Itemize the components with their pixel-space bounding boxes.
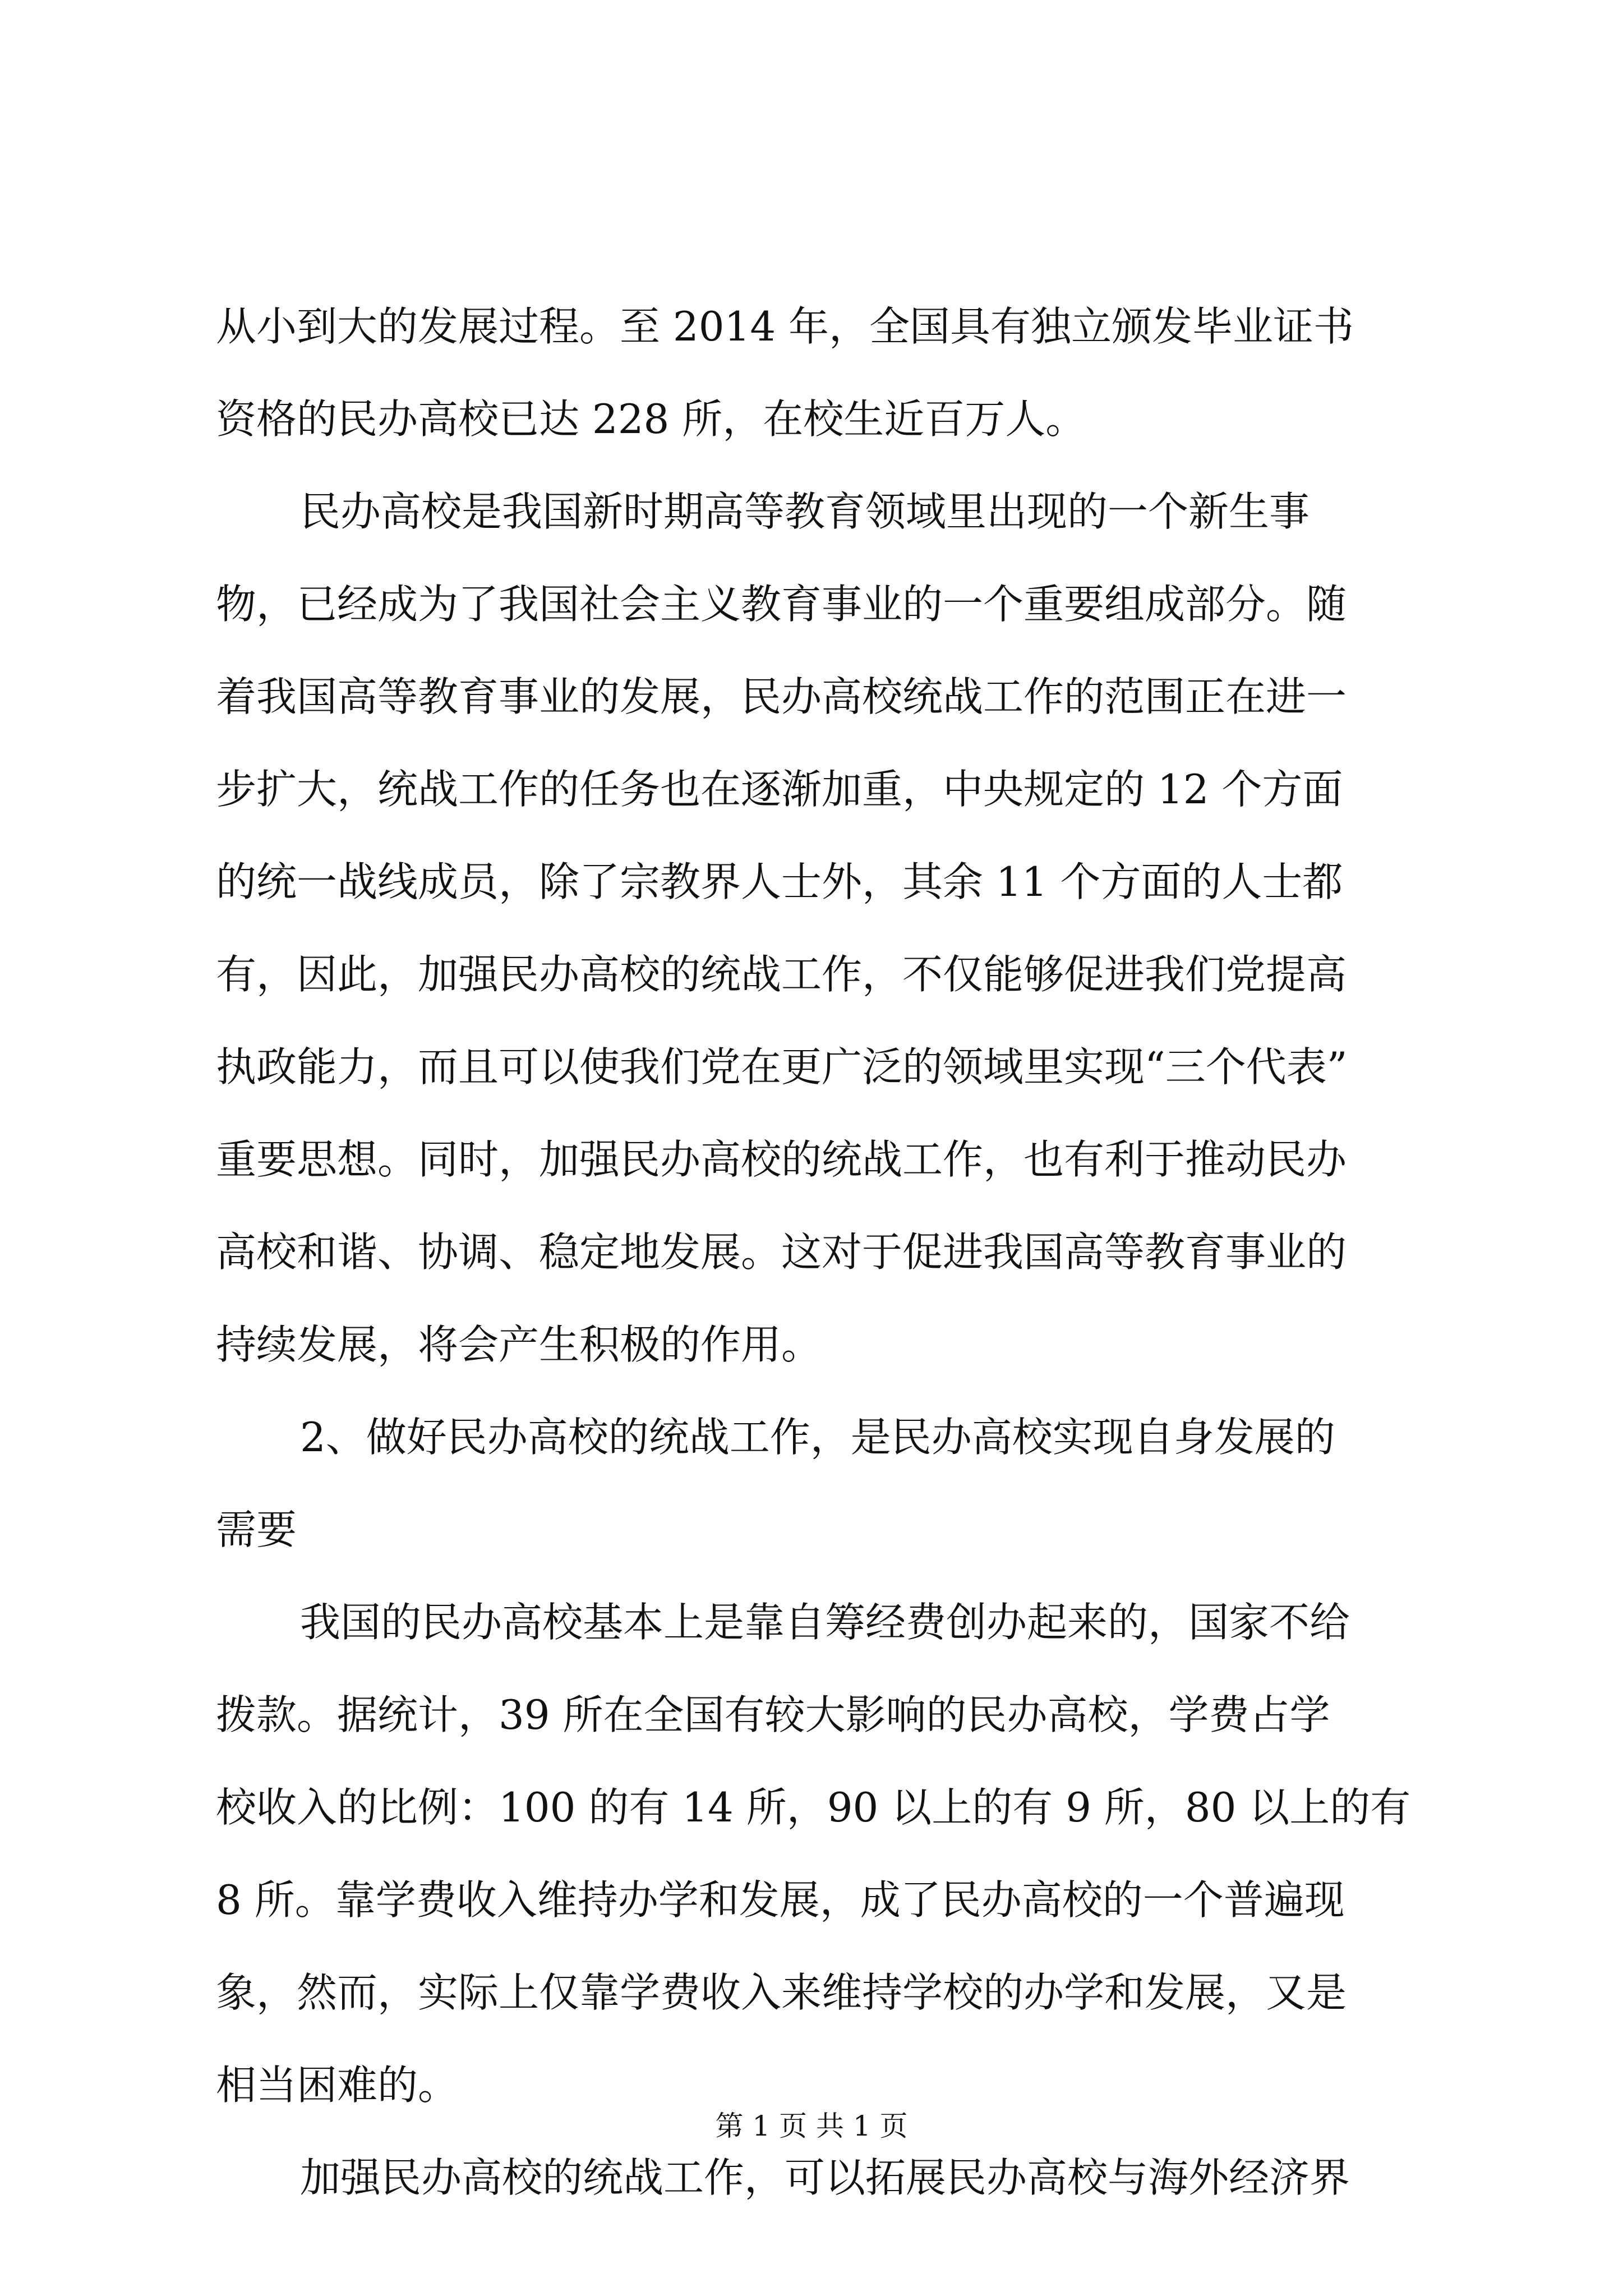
page-footer: 第 1 页 共 1 页 (715, 2110, 908, 2142)
paragraph-line: 校收入的比例：100 的有 14 所，90 以上的有 9 所，80 以上的有 (216, 1784, 1411, 1831)
paragraph-line: 着我国高等教育事业的发展，民办高校统战工作的范围正在进一 (216, 673, 1347, 720)
paragraph-line: 拨款。据统计，39 所在全国有较大影响的民办高校，学费占学 (216, 1691, 1330, 1738)
paragraph-line: 物，已经成为了我国社会主义教育事业的一个重要组成部分。随 (216, 581, 1347, 628)
document-body (216, 280, 1427, 2224)
paragraph-line: 有，因此，加强民办高校的统战工作，不仅能够促进我们党提高 (216, 951, 1347, 998)
paragraph-line: 持续发展，将会产生积极的作用。 (216, 1321, 822, 1368)
paragraph-line: 民办高校是我国新时期高等教育领域里出现的一个新生事 (300, 488, 1310, 535)
paragraph-line: 8 所。靠学费收入维持办学和发展，成了民办高校的一个普遍现 (216, 1876, 1345, 1924)
paragraph-line: 步扩大，统战工作的任务也在逐渐加重，中央规定的 12 个方面 (216, 766, 1343, 813)
paragraph-line: 的统一战线成员，除了宗教界人士外，其余 11 个方面的人士都 (216, 858, 1343, 905)
paragraph-line: 我国的民办高校基本上是靠自筹经费创办起来的，国家不给 (300, 1599, 1350, 1646)
paragraph-line: 高校和谐、协调、稳定地发展。这对于促进我国高等教育事业的 (216, 1228, 1347, 1276)
section-heading-line: 需要 (216, 1506, 297, 1553)
paragraph-line: 加强民办高校的统战工作，可以拓展民办高校与海外经济界 (300, 2154, 1350, 2201)
paragraph-line: 相当困难的。 (216, 2062, 459, 2109)
paragraph-line: 资格的民办高校已达 228 所，在校生近百万人。 (216, 395, 1086, 443)
paragraph-line: 从小到大的发展过程。至 2014 年，全国具有独立颁发毕业证书 (216, 303, 1354, 350)
paragraph-line: 执政能力，而且可以使我们党在更广泛的领域里实现“三个代表” (216, 1043, 1348, 1091)
section-heading-line: 2、做好民办高校的统战工作，是民办高校实现自身发展的 (300, 1414, 1335, 1461)
paragraph-line: 象，然而，实际上仅靠学费收入来维持学校的办学和发展，又是 (216, 1969, 1347, 2016)
paragraph-line: 重要思想。同时，加强民办高校的统战工作，也有利于推动民办 (216, 1136, 1347, 1183)
